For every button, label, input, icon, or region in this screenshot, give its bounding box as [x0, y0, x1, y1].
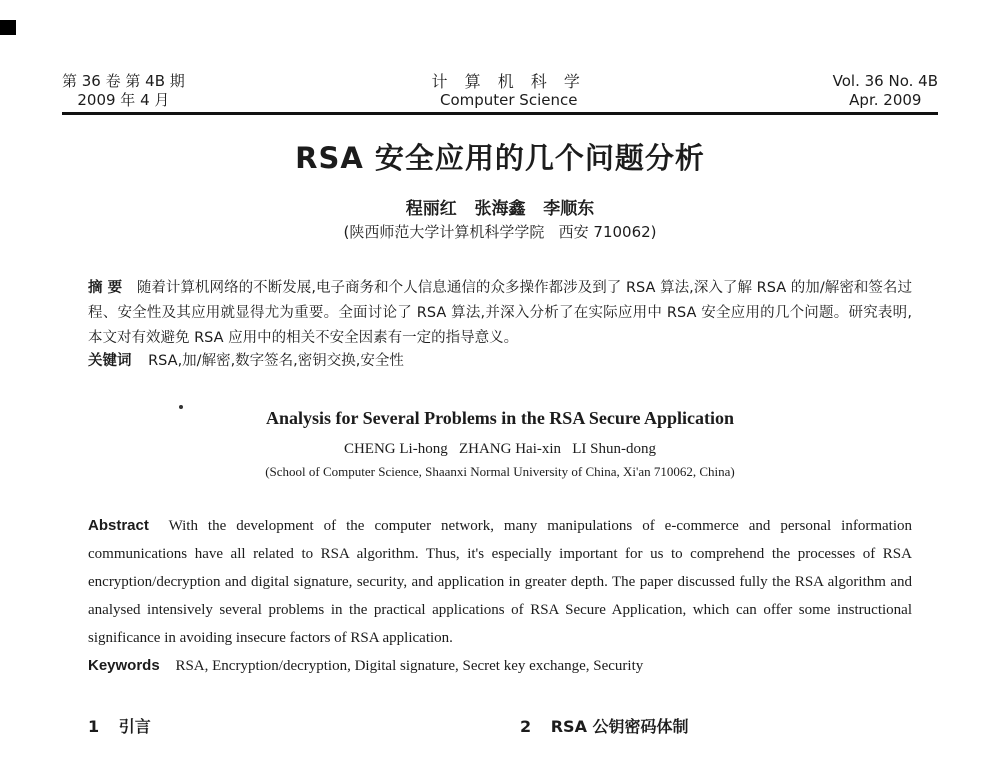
abstract-label-en: Abstract: [88, 517, 149, 534]
paper-title-en: Analysis for Several Problems in the RSA Secure Application: [265, 408, 735, 428]
header-issue-info-en: [833, 72, 938, 110]
section-title: RSA 公钥密码体制: [550, 717, 689, 736]
authors-en: CHENG Li-hong ZHANG Hai-xin LI Shun-dong: [343, 441, 657, 457]
section-title: 引言: [118, 717, 151, 736]
volume-issue-cn: 第 36 卷 第 4B 期: [62, 72, 185, 90]
section-heading-2: [520, 714, 689, 737]
section-number: 2: [520, 717, 532, 736]
journal-name-cn: 计 算 机 科 学: [431, 72, 586, 91]
abstract-label-cn: 摘 要: [88, 280, 123, 296]
affiliation-cn: (陕西师范大学计算机科学学院 西安 710062): [343, 223, 657, 241]
abstract-text-cn: 随着计算机网络的不断发展,电子商务和个人信息通信的众多操作都涉及到了 RSA 算法,深入了解 RSA 的加/解密和签名过程、安全性及其应用就显得尤为重要。全面讨论了 RSA 算法,并深入分析了在实际应用中 RSA 安全应用的几个问题。研究表明,本文对有效避免 RSA 应用中的相关不安全因素有一定的指导意义。: [88, 280, 912, 346]
keywords-en: [88, 652, 912, 680]
abstract-en: [88, 512, 912, 652]
section-heading-1: [88, 714, 151, 737]
scan-artifact-square: [0, 20, 16, 35]
authors-cn: 程丽红 张海鑫 李顺东: [405, 199, 595, 219]
section-number: 1: [88, 717, 100, 736]
keywords-text-en: RSA, Encryption/decryption, Digital signature, Secret key exchange, Security: [175, 658, 644, 674]
keywords-text-cn: RSA,加/解密,数字签名,密钥交换,安全性: [148, 353, 404, 369]
affiliation-en: (School of Computer Science, Shaanxi Normal University of China, Xi'an 710062, China): [265, 464, 735, 479]
keywords-label-cn: 关键词: [88, 353, 132, 369]
date-cn: 2009 年 4 月: [77, 91, 170, 109]
abstract-cn: [88, 276, 912, 351]
journal-name-en: Computer Science: [439, 91, 578, 109]
keywords-cn: [88, 349, 912, 374]
journal-header: [62, 72, 938, 110]
header-issue-info: [62, 72, 185, 110]
paper-title-cn: RSA 安全应用的几个问题分析: [295, 141, 705, 175]
date-en: Apr. 2009: [849, 91, 922, 109]
journal-name: [432, 72, 586, 110]
volume-issue-en: Vol. 36 No. 4B: [832, 72, 938, 90]
header-divider: [62, 112, 938, 115]
keywords-label-en: Keywords: [88, 657, 160, 674]
abstract-text-en: With the development of the computer network, many manipulations of e-commerce and personal information communications have all related to RSA algorithm. Thus, it's especially important for us to comprehend the processes of RSA encryption/decryption and digital signature, security, and application in greater depth. The paper discussed fully the RSA algorithm and analysed intensively several problems in the practical applications of RSA Secure Application, which can offer some instructional significance in avoiding insecure factors of RSA application.: [88, 518, 912, 646]
